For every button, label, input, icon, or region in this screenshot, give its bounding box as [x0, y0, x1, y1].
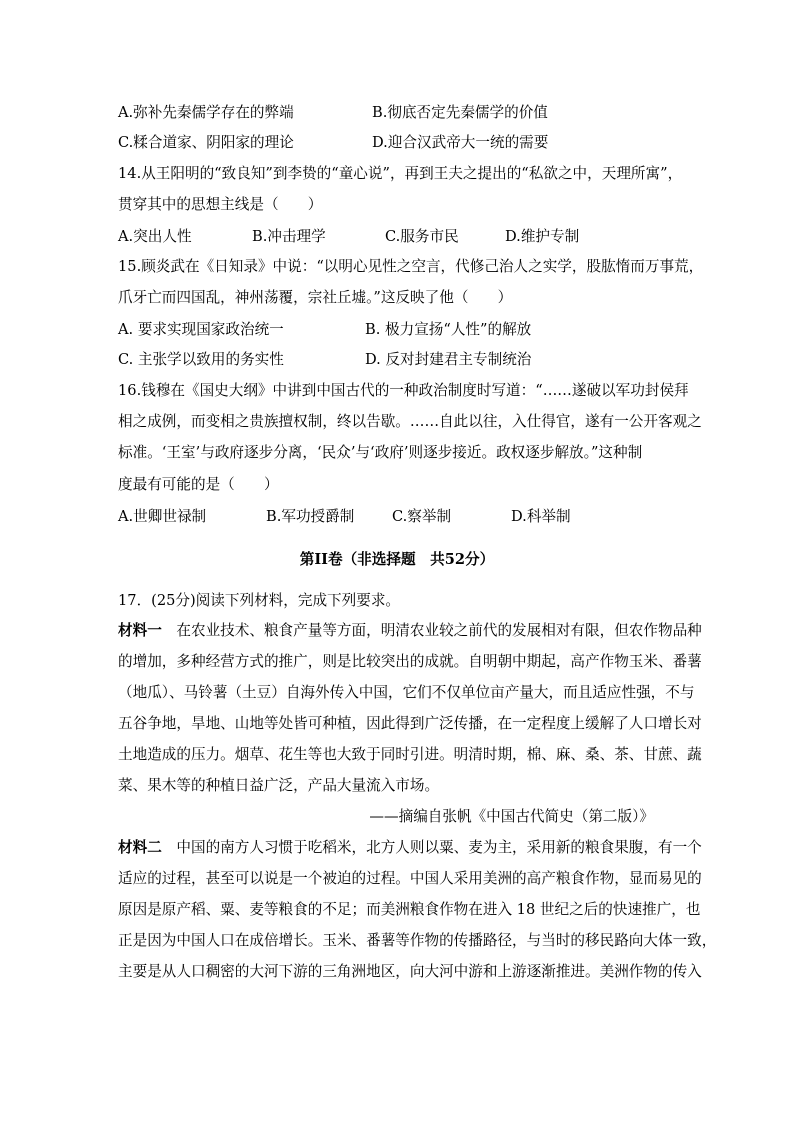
q14-option-b: B.冲击理学 [252, 228, 326, 245]
material-1-line-6: 菜、果木等的种植日益广泛，产品大量流入市场。 [118, 777, 440, 794]
q16-option-b: B.军功授爵制 [266, 508, 355, 525]
material-1-source: ——摘编自张帆《中国古代简史（第二版）》 [369, 808, 654, 825]
q14-option-c: C.服务市民 [385, 228, 459, 245]
q13-option-a: A.弥补先秦儒学存在的弊端 [118, 104, 294, 121]
q15-stem-line-2: 爪牙亡而四国乱，神州荡覆，宗社丘墟。”这反映了他（ ） [118, 289, 513, 306]
material-2-line-1 [118, 838, 702, 858]
q16-stem-line-4: 度最有可能的是（ ） [118, 476, 279, 493]
q16-stem-line-1: 16.钱穆在《国史大纲》中讲到中国古代的一种政治制度时写道：“……遂破以军功封侯拜 [118, 382, 689, 399]
q17-stem: 17．(25分)阅读下列材料，完成下列要求。 [118, 592, 401, 609]
q15-option-b: B. 极力宣扬“人性”的解放 [365, 321, 532, 338]
material-2-line-5: 主要是从人口稠密的大河下游的三角洲地区，向大河中游和上游逐渐推进。美洲作物的传入 [118, 963, 702, 980]
q16-option-d: D.科举制 [511, 508, 571, 525]
material-1-text-1: 在农业技术、粮食产量等方面，明清农业较之前代的发展相对有限，但农作物品种 [161, 622, 702, 639]
material-1-line-2: 的增加，多种经营方式的推广，则是比较突出的成就。自明朝中期起，高产作物玉米、番薯 [118, 653, 702, 670]
material-1-line-5: 土地造成的压力。烟草、花生等也大致于同时引进。明清时期，棉、麻、桑、茶、甘蔗、蔬 [118, 746, 702, 763]
material-2-label: 材料二 [118, 839, 162, 856]
q16-stem-line-3: 标准。‘王室’与政府逐步分离，‘民众’与‘政府’则逐步接近。政权逐步解放。”这种制 [118, 444, 643, 461]
q16-stem-line-2: 相之成例，而变相之贵族擅权制，终以告歇。……自此以往，入仕得官，遂有一公开客观之 [118, 413, 702, 430]
section-title: 第II卷（非选择题 共52分） [299, 551, 495, 568]
material-1-line-3: （地瓜）、马铃薯（土豆）自海外传入中国，它们不仅单位亩产量大，而且适应性强，不与 [118, 684, 695, 701]
q15-option-c: C. 主张学以致用的务实性 [118, 351, 284, 368]
q15-option-d: D. 反对封建君主专制统治 [365, 351, 532, 368]
q16-option-a: A.世卿世禄制 [118, 508, 207, 525]
q14-stem-line-2: 贯穿其中的思想主线是（ ） [118, 196, 323, 213]
q14-option-a: A.突出人性 [118, 228, 192, 245]
q13-option-c: C.糅合道家、阴阳家的理论 [118, 134, 294, 151]
material-1-line-1 [118, 621, 702, 641]
q13-option-b: B.彻底否定先秦儒学的价值 [372, 104, 548, 121]
material-2-text-1: 中国的南方人习惯于吃稻米，北方人则以粟、麦为主，采用新的粮食果腹，有一个 [161, 839, 702, 856]
material-2-line-2: 适应的过程，甚至可以说是一个被迫的过程。中国人采用美洲的高产粮食作物，显而易见的 [118, 870, 702, 887]
q16-option-c: C.察举制 [392, 508, 452, 525]
material-2-line-4: 正是因为中国人口在成倍增长。玉米、番薯等作物的传播路径，与当时的移民路向大体一致， [118, 932, 717, 949]
material-1-line-4: 五谷争地，旱地、山地等处皆可种植，因此得到广泛传播，在一定程度上缓解了人口增长对 [118, 715, 702, 732]
q14-option-d: D.维护专制 [505, 228, 580, 245]
q15-option-a: A. 要求实现国家政治统一 [118, 321, 284, 338]
q14-stem-line-1: 14.从王阳明的“致良知”到李贽的“童心说”，再到王夫之提出的“私欲之中，天理所寓”， [118, 165, 683, 182]
material-1-label: 材料一 [118, 622, 162, 639]
q15-stem-line-1: 15.顾炎武在《日知录》中说：“以明心见性之空言，代修己治人之实学，股肱惰而万事荒， [118, 258, 704, 275]
material-2-line-3: 原因是原产稻、粟、麦等粮食的不足；而美洲粮食作物在进入 18 世纪之后的快速推广，也 [118, 901, 701, 918]
q13-option-d: D.迎合汉武帝大一统的需要 [372, 134, 549, 151]
